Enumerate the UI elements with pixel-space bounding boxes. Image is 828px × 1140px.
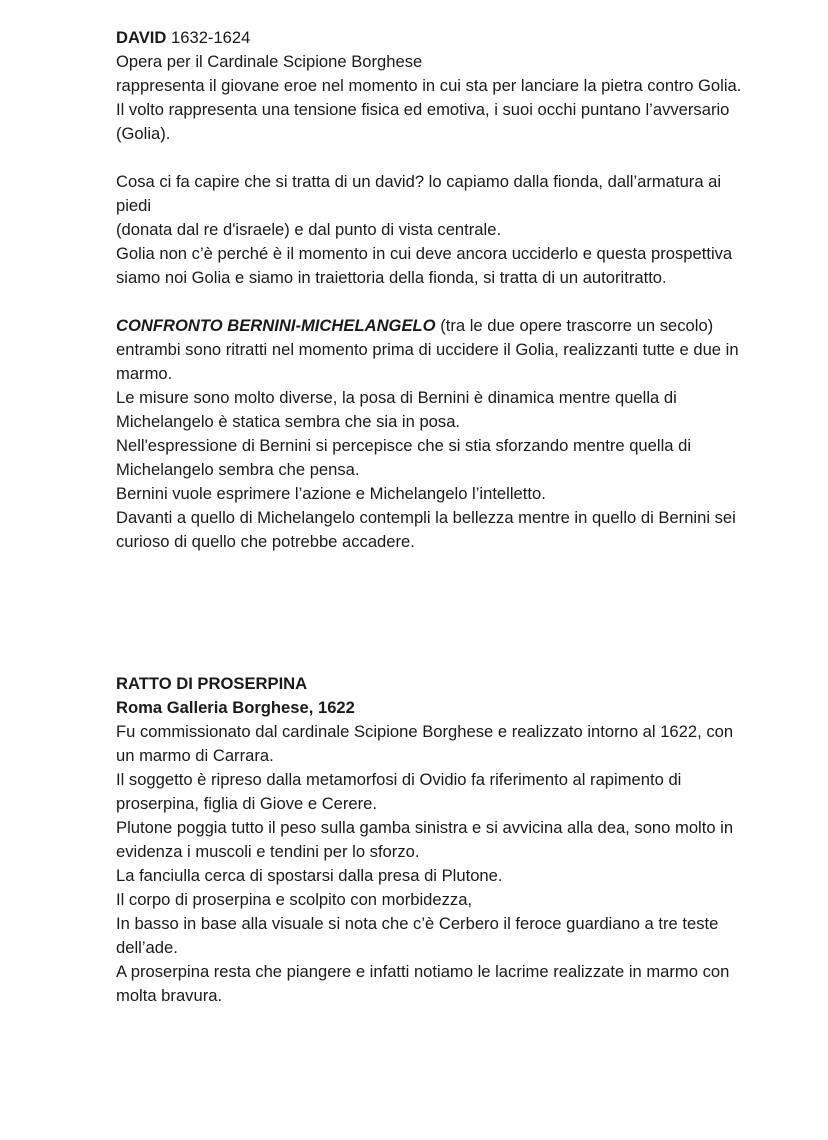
david-paragraph2-line: (donata dal re d'israele) e dal punto di vista centrale.	[116, 220, 502, 239]
ratto-line: evidenza i muscoli e tendini per lo sforzo.	[116, 842, 420, 861]
david-line: rappresenta il giovane eroe nel momento in cui sta per lanciare la pietra contro Golia.	[116, 76, 742, 95]
david-paragraph2-line: Golia non c’è perché è il momento in cui deve ancora ucciderlo e questa prospettiva	[116, 244, 733, 263]
confronto-title: CONFRONTO BERNINI-MICHELANGELO	[116, 316, 436, 335]
confronto-line: entrambi sono ritratti nel momento prima di uccidere il Golia, realizzanti tutte e due in	[116, 340, 739, 359]
confronto-line: Michelangelo sembra che pensa.	[116, 460, 360, 479]
ratto-line: Fu commissionato dal cardinale Scipione Borghese e realizzato intorno al 1622, con	[116, 722, 734, 741]
david-heading	[116, 26, 816, 50]
confronto-line: marmo.	[116, 364, 173, 383]
david-paragraph2-line: Cosa ci fa capire che si tratta di un david? lo capiamo dalla fionda, dall’armatura ai	[116, 172, 722, 191]
david-dates: 1632-1624	[166, 28, 251, 47]
paragraph-spacer	[116, 146, 816, 170]
paragraph-spacer	[116, 290, 816, 314]
confronto-line: Le misure sono molto diverse, la posa di Bernini è dinamica mentre quella di	[116, 388, 677, 407]
ratto-line: A proserpina resta che piangere e infatti notiamo le lacrime realizzate in marmo con	[116, 962, 730, 981]
ratto-line: Il corpo di proserpina e scolpito con morbidezza,	[116, 890, 473, 909]
ratto-line: In basso in base alla visuale si nota che c’è Cerbero il feroce guardiano a tre teste	[116, 914, 719, 933]
ratto-subtitle: Roma Galleria Borghese, 1622	[116, 698, 355, 717]
ratto-line: molta bravura.	[116, 986, 223, 1005]
confronto-title-suffix: (tra le due opere trascorre un secolo)	[435, 316, 714, 335]
david-line: Il volto rappresenta una tensione fisica ed emotiva, i suoi occhi puntano l’avversario	[116, 100, 730, 119]
ratto-line: dell’ade.	[116, 938, 178, 957]
ratto-section	[116, 672, 816, 1008]
ratto-line: Plutone poggia tutto il peso sulla gamba sinistra e si avvicina alla dea, sono molto in	[116, 818, 734, 837]
david-paragraph2-line: piedi	[116, 196, 152, 215]
david-line: (Golia).	[116, 124, 171, 143]
confronto-line: Michelangelo è statica sembra che sia in posa.	[116, 412, 461, 431]
confronto-line: Davanti a quello di Michelangelo contempli la bellezza mentre in quello di Bernini sei	[116, 508, 736, 527]
confronto-heading	[116, 314, 816, 338]
document-page	[116, 26, 816, 554]
ratto-line: Il soggetto è ripreso dalla metamorfosi di Ovidio fa riferimento al rapimento di	[116, 770, 682, 789]
confronto-line: Nell'espressione di Bernini si percepisce che si stia sforzando mentre quella di	[116, 436, 692, 455]
ratto-title: RATTO DI PROSERPINA	[116, 674, 308, 693]
david-line: Opera per il Cardinale Scipione Borghese	[116, 52, 423, 71]
confronto-line: Bernini vuole esprimere l’azione e Michelangelo l’intelletto.	[116, 484, 546, 503]
confronto-line: curioso di quello che potrebbe accadere.	[116, 532, 415, 551]
ratto-line: un marmo di Carrara.	[116, 746, 274, 765]
ratto-line: proserpina, figlia di Giove e Cerere.	[116, 794, 378, 813]
david-paragraph2-line: siamo noi Golia e siamo in traiettoria della fionda, si tratta di un autoritratto.	[116, 268, 667, 287]
david-title: DAVID	[116, 28, 167, 47]
ratto-line: La fanciulla cerca di spostarsi dalla presa di Plutone.	[116, 866, 503, 885]
